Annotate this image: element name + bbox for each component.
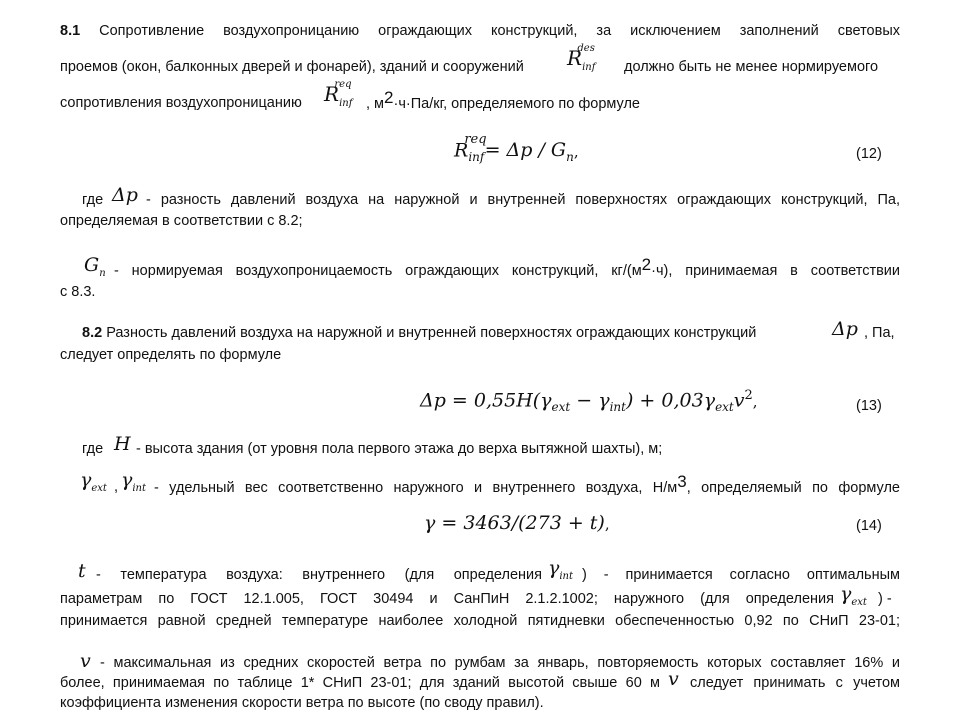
formula-part: γ = 3463/(273 + t) (424, 512, 605, 534)
section-8-2-line-2: следует определять по формуле (60, 347, 282, 363)
t-definition-line-2a: параметрам по ГОСТ 12.1.005, ГОСТ 30494 и СанПиН 2.1.2.1002; наружного (для определения (60, 591, 834, 607)
symbol-delta-p: Δp (832, 318, 858, 340)
formula-12 (454, 132, 579, 165)
formula-part: ) + 0,03γ (625, 389, 716, 412)
formula-subscript: int (609, 400, 626, 415)
paragraph-text: проемов (окон, балконных дверей и фонарей), зданий и сооружений (60, 59, 524, 75)
definition-superscript: 3 (677, 472, 687, 491)
paragraph-text: сопротивления воздухопроницанию (60, 95, 302, 111)
equation-number-13: (13) (856, 398, 882, 414)
symbol-subscript: inf (339, 98, 353, 109)
symbol-letter: R (324, 82, 340, 106)
symbol-subscript: int (559, 570, 574, 582)
definition-text: , определяемый по формуле (686, 480, 900, 496)
unit-part: ·ч·Па/кг, определяемого по формуле (393, 96, 640, 112)
symbol-gamma-ext (840, 583, 867, 608)
unit-superscript: 2 (384, 88, 394, 107)
formula-14 (424, 512, 610, 534)
unit-part: , м (366, 96, 385, 112)
section-8-1-line-1 (60, 22, 900, 40)
symbol-delta-p: Δp (112, 184, 138, 206)
formula-comma: , (752, 392, 758, 411)
formula-part: − γ (570, 389, 610, 412)
formula-superscript: 2 (744, 388, 753, 403)
formula-subscript: ext (551, 400, 571, 415)
symbol-subscript: inf (582, 62, 596, 73)
symbol-subscript: int (132, 482, 147, 494)
symbol-separator: , (114, 479, 119, 495)
symbol-gamma-ext (80, 469, 107, 494)
dp-definition-line-1: - разность давлений воздуха на наружной и внутренней поверхностях ограждающих конструкций, Па, (146, 192, 900, 208)
gn-definition-line-1 (114, 255, 900, 280)
symbol-gamma-int (121, 469, 146, 494)
dp-definition-line-2: определяемая в соответствии с 8.2; (60, 213, 303, 229)
section-8-2-line-1 (82, 324, 756, 342)
paragraph-text: Сопротивление воздухопроницанию ограждающих конструкций, за исключением заполнений световых (99, 23, 900, 39)
symbol-superscript: req (334, 79, 352, 91)
symbol-letter: γ (80, 469, 92, 491)
section-8-1-line-3 (60, 94, 302, 112)
symbol-g-n (84, 254, 106, 279)
symbol-v: v (668, 668, 679, 690)
symbol-r-inf-req (324, 79, 370, 109)
unit-text (366, 88, 640, 113)
symbol-v: v (80, 650, 91, 672)
v-definition-line-1: - максимальная из средних скоростей ветра по румбам за январь, повторяемость которых составляет 16% и (100, 655, 900, 671)
gn-definition-line-2: с 8.3. (60, 284, 96, 300)
symbol-letter: γ (840, 583, 852, 605)
formula-lhs: R (454, 139, 469, 162)
symbol-t: t (78, 560, 86, 582)
symbol-letter: G (84, 254, 100, 276)
v-definition-line-3: коэффициента изменения скорости ветра по высоте (по своду правил). (60, 695, 544, 711)
formula-subscript: ext (715, 400, 734, 415)
section-8-1-line-2-end (624, 58, 878, 76)
definition-text: ·ч), принимаемая в соответствии (651, 263, 900, 279)
section-number: 8.2 (82, 325, 103, 341)
v-definition-line-2b: следует принимать с учетом (690, 675, 900, 691)
symbol-r-inf-des (567, 43, 613, 73)
section-8-1-line-2 (60, 58, 524, 76)
gamma-definition (154, 472, 900, 497)
definition-text: - удельный вес соответственно наружного и внутреннего воздуха, Н/м (154, 480, 678, 496)
where-label: где (82, 441, 104, 457)
where-label: где (82, 192, 104, 208)
formula-comma: , (573, 142, 579, 161)
t-definition-line-2b: ) - (878, 591, 892, 607)
unit-text: , Па, (864, 325, 895, 341)
formula-comma: , (604, 515, 610, 533)
symbol-subscript: ext (91, 482, 107, 494)
paragraph-text: должно быть не менее нормируемого (624, 59, 879, 75)
definition-superscript: 2 (641, 255, 652, 274)
symbol-subscript: ext (851, 596, 867, 608)
formula-superscript: req (464, 132, 487, 147)
t-definition-line-1a: - температура воздуха: внутреннего (для определения (96, 567, 542, 583)
symbol-superscript: des (577, 43, 595, 55)
paragraph-text: Разность давлений воздуха на наружной и внутренней поверхностях ограждающих конструкций (106, 325, 757, 341)
formula-rhs: = Δp / G (484, 139, 567, 162)
section-number: 8.1 (60, 23, 81, 39)
equation-number-12: (12) (856, 146, 882, 162)
equation-number-14: (14) (856, 518, 882, 534)
definition-text: - нормируемая воздухопроницаемость ограждающих конструкций, кг/(м (114, 263, 642, 279)
symbol-letter: R (567, 46, 583, 70)
formula-13 (420, 388, 758, 414)
t-definition-line-3: принимается равной средней температуре наиболее холодной пятидневки обеспеченностью 0,92 по СНиП 23-01; (60, 613, 900, 629)
symbol-subscript: n (99, 267, 106, 279)
formula-subscript: inf (468, 150, 485, 165)
symbol-gamma-int (548, 557, 573, 582)
formula-part: Δp = 0,55H(γ (420, 389, 552, 412)
t-definition-line-1b: ) - принимается согласно оптимальным (582, 567, 900, 583)
formula-subscript: n (566, 150, 574, 165)
formula-part: v (733, 389, 745, 412)
symbol-letter: γ (121, 469, 133, 491)
symbol-h: H (114, 433, 131, 455)
h-definition: - высота здания (от уровня пола первого этажа до верха вытяжной шахты), м; (136, 441, 663, 457)
symbol-letter: γ (548, 557, 560, 579)
v-definition-line-2a: более, принимаемая по таблице 1* СНиП 23-01; для зданий высотой свыше 60 м (60, 675, 660, 691)
